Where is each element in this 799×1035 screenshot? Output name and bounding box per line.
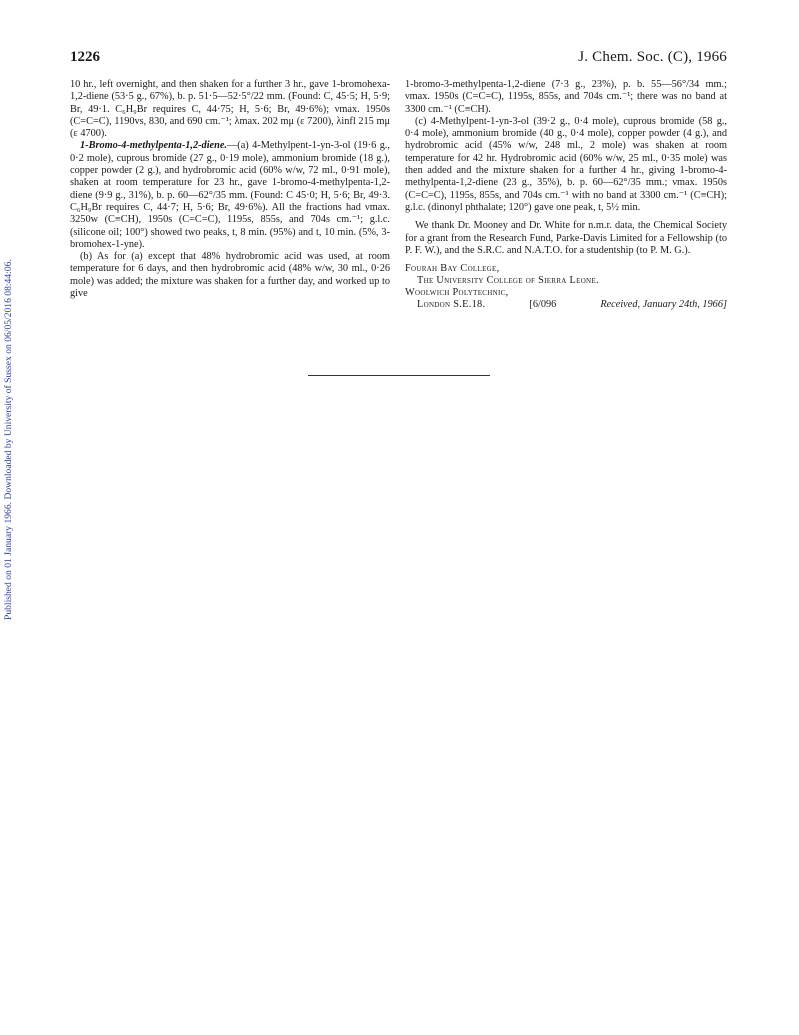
paragraph-method-b: (b) As for (a) except that 48% hydrobromic acid was used, at room temperature for 6 days, and then hydrobromic acid (48% w/w, 30 ml., 0·26 mole) was added; the mixture was shaken for a further day, and worked up to give <box>70 251 390 300</box>
end-rule <box>308 375 490 376</box>
affiliation-line: Woolwich Polytechnic, <box>405 287 509 299</box>
paragraph-bromo-methylpenta <box>70 140 390 251</box>
affiliation-line: The University College of Sierra Leone. <box>417 275 599 287</box>
journal-title: J. Chem. Soc. (C), 1966 <box>578 49 727 65</box>
right-column <box>405 79 727 311</box>
left-column <box>70 79 390 300</box>
section-heading: 1-Bromo-4-methylpenta-1,2-diene. <box>80 140 227 152</box>
page-number: 1226 <box>70 49 100 65</box>
paragraph-method-c: (c) 4-Methylpent-1-yn-3-ol (39·2 g., 0·4 mole), cuprous bromide (58 g., 0·4 mole), ammonium bromide (40 g., 0·4 mole), copper powder (4 g.), and hydrobromic acid (45% w/w, 248 ml., 2 mole) was shaken at room temperature for 42 hr. Hydrobromic acid (60% w/w, 25 ml., 0·35 mole) was then added and the mixture shaken for a further 4 hr., giving 1-bromo-4-methylpenta-1,2-diene (23 g., 35%), b. p. 60—62°/35 mm.; νmax. 1950s (C=C=C), 1195s, 855s, and 704s cm.⁻¹ with no band at 3300 cm.⁻¹ (C≡CH); g.l.c. (dinonyl phthalate; 120°) gave one peak, t, 5½ min. <box>405 115 727 213</box>
paragraph-body: —(a) 4-Methylpent-1-yn-3-ol (19·6 g., 0·2 mole), cuprous bromide (27 g., 0·19 mole), ammonium bromide (18 g.), copper powder (2 g.), and hydrobromic acid (60% w/w, 72 ml., 0·91 mole), shaken at room temperature for 23 hr., gave 1-bromo-4-methylpenta-1,2-diene (9·9 g., 31%), b. p. 60—62°/35 mm. (Found: C 45·0; H, 5·6; Br, 49·3. C₆H₉Br requires C, 44·7; H, 5·6; Br, 49·6%). All the fractions had νmax. 3250w (C≡CH), 1950s (C=C=C), 1195s, 855s, and 704s cm.⁻¹; g.l.c. (silicone oil; 100°) showed two peaks, t, 8 min. (95%) and t, 10 min. (5%, 3-bromohex-1-yne). <box>70 140 390 250</box>
affiliation-footer <box>405 299 727 311</box>
paragraph-continuation: 10 hr., left overnight, and then shaken for a further 3 hr., gave 1-bromohexa-1,2-diene (53·5 g., 67%), b. p. 51·5—52·5°/22 mm. (Found: C, 45·5; H, 5·9; Br, 49·1. C₆H₉Br requires C, 44·75; H, 5·6; Br, 49·6%); νmax. 1950s (C=C=C), 1190vs, 830, and 690 cm.⁻¹; λmax. 202 mμ (ε 7200), λinfl 215 mμ (ε 4700). <box>70 79 390 140</box>
paragraph-product-b: 1-bromo-3-methylpenta-1,2-diene (7·3 g., 23%), p. b. 55—56°/34 mm.; νmax. 1950s (C=C=C), 1195s, 855s, and 704s cm.⁻¹; there was no band at 3300 cm.⁻¹ (C≡CH). <box>405 79 727 115</box>
received-date: Received, January 24th, 1966] <box>600 299 727 311</box>
affiliation-line: Fourah Bay College, <box>405 263 500 275</box>
acknowledgements: We thank Dr. Mooney and Dr. White for n.m.r. data, the Chemical Society for a grant from the Research Fund, Parke-Davis Limited for a Fellowship (to P. F. W.), and the S.R.C. and N.A.T.O. for a studentship (to P. M. G.). <box>405 220 727 256</box>
affiliation-block <box>405 263 727 311</box>
affiliation-line: London S.E.18. <box>417 299 486 311</box>
download-notice: Published on 01 January 1966. Downloaded by University of Sussex on 06/05/2016 08:44:06. <box>3 259 14 620</box>
paper-reference: [6/096 <box>529 299 557 311</box>
